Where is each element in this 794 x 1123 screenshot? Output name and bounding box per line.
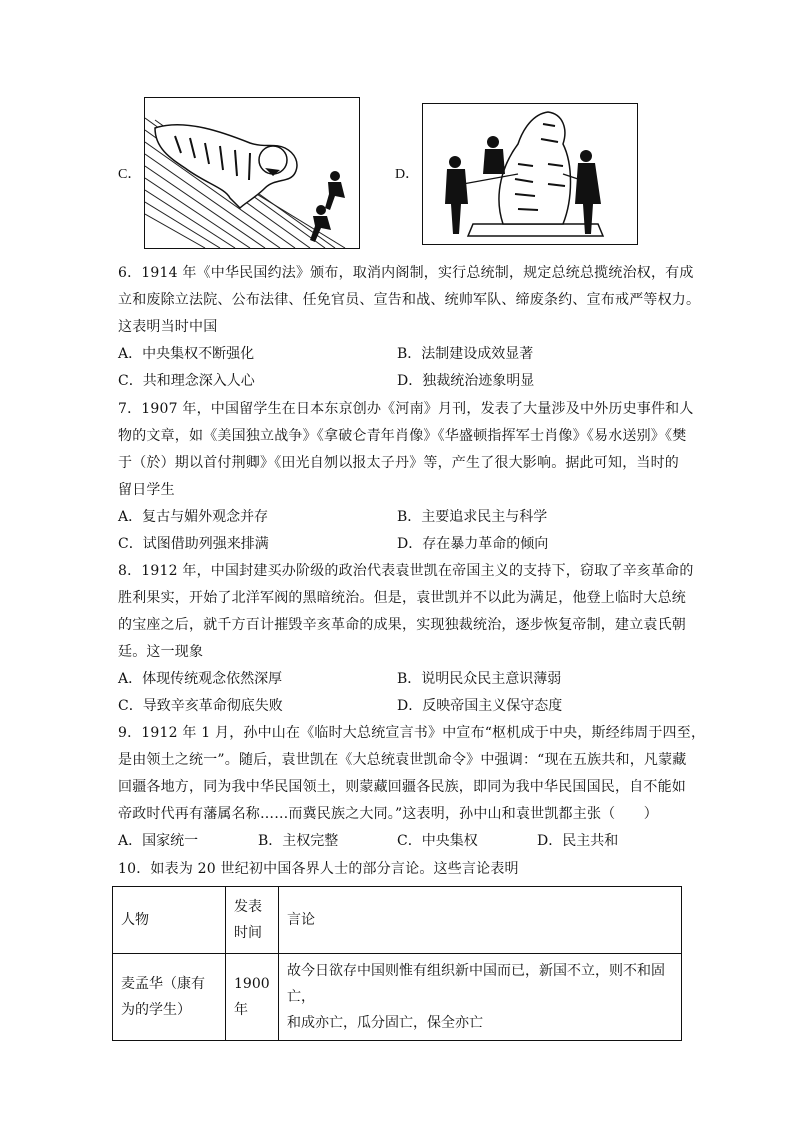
- row-cell-remarks: 故今日欲存中国则惟有组织新中国而已，新国不立，则不和固亡， 和成亦亡，瓜分固亡，保全亦亡: [279, 954, 682, 1041]
- option-d-label: D．: [395, 167, 420, 182]
- question-6-line-3: 这表明当时中国: [118, 319, 218, 335]
- cartoon-image-d: [422, 103, 638, 245]
- q9-option-c[interactable]: C．中央集权: [397, 833, 478, 849]
- question-8-line-1: 8．1912 年，中国封建买办阶级的政治代表袁世凯在帝国主义的支持下，窃取了辛亥革命的: [118, 563, 694, 579]
- option-c-label: C．: [118, 167, 142, 182]
- q6-option-a[interactable]: A．中央集权不断强化: [118, 346, 255, 362]
- question-10-stem: 10．如表为 20 世纪初中国各界人士的部分言论。这些言论表明: [118, 861, 519, 877]
- quotes-table: [112, 886, 682, 1041]
- q7-option-b[interactable]: B．主要追求民主与科学: [397, 509, 548, 525]
- q8-option-b[interactable]: B．说明民众民主意识薄弱: [397, 671, 562, 687]
- table-row: [113, 954, 682, 1041]
- header-cell-time: [226, 887, 279, 954]
- q9-option-b[interactable]: B．主权完整: [258, 833, 339, 849]
- q7-option-c[interactable]: C．试图借助列强来排满: [118, 536, 269, 552]
- header-cell-person: 人物: [113, 887, 226, 954]
- q9-option-d[interactable]: D．民主共和: [537, 833, 619, 849]
- header-cell-remarks: 言论: [279, 887, 682, 954]
- question-9-line-1: 9．1912 年 1 月，孙中山在《临时大总统宣言书》中宣布“枢机成于中央，斯经纬周于四至，: [118, 725, 706, 741]
- question-7-line-2: 物的文章，如《美国独立战争》《拿破仑青年肖像》《华盛顿指挥军士肖像》《易水送别》《樊: [118, 428, 687, 444]
- question-9-line-4: 帝政时代再有藩属名称……而冀民族之大同。”这表明，孙中山和袁世凯都主张（ ）: [118, 806, 658, 822]
- q7-option-a[interactable]: A．复古与媚外观念并存: [118, 509, 269, 525]
- q7-option-d[interactable]: D．存在暴力革命的倾向: [397, 536, 549, 552]
- question-7-line-1: 7．1907 年，中国留学生在日本东京创办《河南》月刊，发表了大量涉及中外历史事件和人: [118, 401, 694, 417]
- question-6-line-2: 立和废除立法院、公布法律、任免官员、宣告和战、统帅军队、缔废条约、宣布戒严等权力。: [118, 292, 701, 308]
- question-8-line-4: 廷。这一现象: [118, 644, 204, 660]
- q6-option-b[interactable]: B．法制建设成效显著: [397, 346, 534, 362]
- question-6-line-1: 6．1914 年《中华民国约法》颁布，取消内阁制，实行总统制，规定总统总揽统治权，有成: [118, 265, 694, 281]
- q8-option-d[interactable]: D．反映帝国主义保守态度: [397, 698, 563, 714]
- question-7-line-3: 于（於）期以首付荆卿》《田光自刎以报太子丹》等，产生了很大影响。据此可知，当时的: [118, 455, 679, 471]
- question-8-line-3: 的宝座之后，就千方百计摧毁辛亥革命的成果，实现独裁统治，逐步恢复帝制，建立袁氏朝: [118, 617, 686, 633]
- question-7-line-4: 留日学生: [118, 482, 175, 498]
- row-cell-time: 1900 年: [226, 954, 279, 1041]
- cartoon-image-c: [144, 97, 360, 249]
- q6-option-c[interactable]: C．共和理念深入人心: [118, 373, 255, 389]
- question-8-line-2: 胜利果实，开始了北洋军阀的黑暗统治。但是，袁世凯并不以此为满足，他登上临时大总统: [118, 590, 686, 606]
- q6-option-d[interactable]: D．独裁统治迹象明显: [397, 373, 535, 389]
- question-9-line-2: 是由领土之统一”。随后，袁世凯在《大总统袁世凯命令》中强调：“现在五族共和，凡蒙藏: [118, 752, 687, 768]
- tiger-held-by-men-cartoon-icon: [423, 104, 637, 244]
- q9-option-a[interactable]: A．国家统一: [118, 833, 199, 849]
- q8-option-a[interactable]: A．体现传统观念依然深厚: [118, 671, 283, 687]
- q8-option-c[interactable]: C．导致辛亥革命彻底失败: [118, 698, 283, 714]
- question-9-line-3: 回疆各地方，同为我中华民国领土，则蒙藏回疆各民族，即同为我中华民国国民，自不能如: [118, 779, 686, 795]
- table-header-row: [113, 887, 682, 954]
- row-cell-person: 麦孟华（康有 为的学生）: [113, 954, 226, 1041]
- header-time-text: 发表 时间: [234, 899, 262, 941]
- tiger-chasing-figures-cartoon-icon: [145, 98, 359, 248]
